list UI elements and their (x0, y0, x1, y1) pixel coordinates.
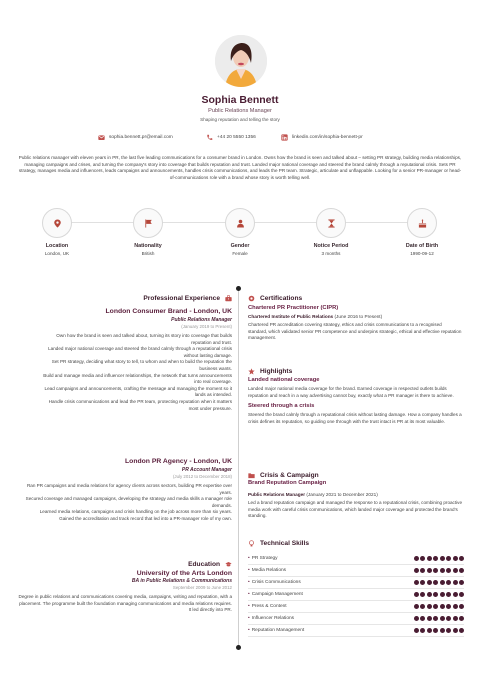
job-2-description (18, 483, 232, 523)
skill-rating-dot (453, 628, 458, 633)
skill-name-text: Crisis Communications (251, 580, 301, 585)
bullet-icon: • (248, 604, 250, 609)
skill-rating-dot (459, 604, 464, 609)
fact-location-badge (42, 208, 72, 238)
fact-notice-period (296, 208, 366, 256)
skill-rating-dot (414, 628, 419, 633)
skill-rating-dot (414, 556, 419, 561)
job-2-line: Ran PR campaigns and media relations for agency clients across sectors, building PR expertise over years. (26, 483, 232, 495)
tagline: Shaping reputation and telling the story (200, 117, 280, 122)
skill-rating-dot (414, 604, 419, 609)
skill-name (248, 568, 286, 573)
education-school: University of the Arts London (136, 570, 232, 577)
job-2-line: Secured coverage and managed campaigns, developing the strategy and media skills a manager role demands. (25, 496, 232, 508)
fact-nationality-badge (133, 208, 163, 238)
highlights-heading-text: Highlights (260, 368, 293, 375)
contact-email[interactable] (98, 134, 173, 141)
bullet-icon: • (248, 580, 250, 585)
certifications-heading-text: Certifications (260, 295, 303, 302)
certification-issuer (248, 314, 462, 319)
fact-location-label: Location (45, 243, 69, 249)
skill-row (248, 553, 464, 565)
highlight-1-text: Landed major national media coverage for the brand. Earned coverage in respected outlets builds reputation and reach in a way advertising cannot buy, exactly what a PR manager is there to achieve. (248, 386, 454, 398)
graduation-cap-icon (225, 561, 232, 568)
education-heading-text: Education (188, 561, 220, 568)
skill-rating (414, 568, 465, 573)
fact-dob-label: Date of Birth (405, 243, 439, 249)
skill-rating-dot (459, 592, 464, 597)
highlight-1-title: Landed national coverage (248, 377, 320, 383)
fact-notice-label: Notice Period (313, 243, 349, 249)
certification-dates: (June 2016 to Present) (334, 314, 383, 319)
fact-date-of-birth (387, 208, 457, 256)
job-1-line: Landed major national coverage and steered the brand calmly through a reputational crisis without lasting damage. (48, 346, 232, 358)
skill-rating-dot (433, 592, 438, 597)
fact-dob-value: 1990-09-12 (410, 251, 434, 256)
skill-name-text: Reputation Management (251, 628, 305, 633)
experience-section (18, 295, 232, 302)
skill-rating-dot (433, 604, 438, 609)
skill-rating-dot (427, 628, 432, 633)
cake-icon (418, 219, 427, 228)
campaign-role: Public Relations Manager (248, 492, 306, 497)
fact-nationality (113, 208, 183, 256)
skill-rating (414, 604, 465, 609)
person-icon (236, 219, 245, 228)
skill-rating-dot (420, 556, 425, 561)
flag-icon (144, 219, 153, 228)
skills-heading-text: Technical Skills (260, 540, 309, 547)
skill-rating-dot (427, 604, 432, 609)
skill-rating-dot (433, 628, 438, 633)
job-1-role: Public Relations Manager (171, 317, 232, 323)
skill-rating-dot (433, 556, 438, 561)
campaign-title: Brand Reputation Campaign (248, 480, 327, 486)
skill-rating-dot (459, 580, 464, 585)
skill-rating-dot (427, 616, 432, 621)
skill-rating (414, 592, 465, 597)
campaign-heading-text: Crisis & Campaign (260, 472, 319, 479)
campaign-role-line (248, 492, 462, 497)
timeline-dot-top (236, 286, 241, 291)
location-icon (53, 219, 62, 228)
hourglass-icon (327, 219, 336, 228)
contact-phone-text: +44 20 5550 1356 (217, 135, 256, 140)
skill-rating-dot (420, 568, 425, 573)
job-1-description (18, 333, 232, 412)
skill-rating-dot (420, 604, 425, 609)
experience-heading (18, 295, 232, 302)
education-degree: BA in Public Relations & Communications (131, 578, 232, 584)
skill-rating-dot (440, 568, 445, 573)
job-title: Public Relations Manager (208, 108, 272, 114)
skill-rating-dot (427, 568, 432, 573)
skill-rating-dot (420, 628, 425, 633)
education-description: Degree in public relations and communications covering media, campaigns, writing and reputation, with a placement. The programme built the foundation managing communications and media relations requires. It led directly into PR. (18, 594, 232, 613)
skill-row (248, 577, 464, 589)
fact-dob-badge (407, 208, 437, 238)
job-1-line: Lead campaigns and announcements, crafting the message and managing the moment so it lands as intended. (44, 385, 232, 398)
job-2-line: Learned media relations, campaigns and crisis handling on the job across more than six years. (39, 509, 232, 515)
skill-rating (414, 616, 465, 621)
skill-rating-dot (453, 568, 458, 573)
skill-row (248, 589, 464, 601)
campaign-heading (248, 472, 462, 479)
skill-rating-dot (446, 628, 451, 633)
education-heading (18, 561, 232, 568)
lightbulb-icon (248, 540, 255, 547)
star-icon (248, 368, 255, 375)
skill-row (248, 601, 464, 613)
job-1-line: Own how the brand is seen and talked about, turning its story into coverage that builds reputation and trust. (56, 333, 232, 345)
job-2-role: PR Account Manager (181, 467, 232, 473)
fact-nationality-value: British (141, 251, 155, 256)
skill-rating (414, 628, 465, 633)
skill-rating-dot (433, 616, 438, 621)
skill-rating-dot (433, 580, 438, 585)
candidate-name: Sophia Bennett (201, 94, 279, 106)
job-2-company: London PR Agency - London, UK (125, 458, 232, 465)
skill-rating-dot (453, 604, 458, 609)
fact-gender-value: Female (232, 251, 248, 256)
bullet-icon: • (248, 628, 250, 633)
bullet-icon: • (248, 616, 250, 621)
contact-linkedin-text: linkedin.com/in/sophia-bennett-pr (292, 135, 363, 140)
job-1 (18, 308, 232, 412)
skill-rating-dot (453, 556, 458, 561)
job-2-dates: (July 2012 to December 2018) (172, 474, 232, 479)
folder-icon (248, 472, 255, 479)
education-section (18, 561, 232, 614)
skill-rating-dot (440, 580, 445, 585)
contact-linkedin[interactable] (281, 134, 363, 141)
job-1-line: Build and manage media and influencer relationships, the network that turns announcements into real coverage. (43, 372, 232, 385)
highlights-heading (248, 368, 462, 375)
avatar (215, 35, 267, 87)
skill-name (248, 556, 278, 561)
skill-rating-dot (440, 628, 445, 633)
certification-title: Chartered PR Practitioner (CIPR) (248, 305, 339, 311)
skill-rating-dot (446, 604, 451, 609)
certifications-heading (248, 295, 462, 302)
personal-facts (0, 208, 480, 268)
job-1-company: London Consumer Brand - London, UK (105, 308, 232, 315)
job-2-line: Gained the accreditation and track record that led into a PR-manager role of my own. (59, 515, 232, 521)
experience-heading-text: Professional Experience (143, 295, 220, 302)
campaign-section (248, 472, 462, 520)
email-icon (98, 134, 105, 141)
skills-heading-wrap (248, 540, 462, 547)
skill-rating-dot (459, 568, 464, 573)
skill-rating-dot (459, 556, 464, 561)
skill-rating-dot (420, 580, 425, 585)
skill-rating-dot (440, 592, 445, 597)
skill-name-text: Media Relations (251, 568, 287, 573)
certification-org: Chartered Institute of Public Relations (248, 314, 334, 319)
campaign-description: Led a brand reputation campaign and managed the response to a reputational crisis, combining proactive media work with careful crisis communications, which landed major coverage and protected the brand's standing. (248, 500, 462, 519)
fact-gender (205, 208, 275, 256)
briefcase-icon (225, 295, 232, 302)
skill-rating (414, 556, 465, 561)
bullet-icon: • (248, 568, 250, 573)
skill-rating-dot (427, 580, 432, 585)
skill-name (248, 580, 301, 585)
skill-rating-dot (414, 568, 419, 573)
skill-rating-dot (414, 616, 419, 621)
education-dates: September 2009 to June 2012 (172, 585, 232, 590)
fact-location-value: London, UK (44, 251, 70, 256)
skill-rating-dot (414, 580, 419, 585)
skill-name-text: Campaign Management (251, 592, 303, 597)
job-2 (18, 458, 232, 523)
skill-rating-dot (446, 556, 451, 561)
skill-rating-dot (433, 568, 438, 573)
contact-phone[interactable] (206, 134, 256, 141)
contact-email-text: sophia.bennett.pr@email.com (109, 135, 173, 140)
highlight-2-text: Steered the brand calmly through a reputational crisis without lasting damage. How a company handles a crisis defines its reputation, so guiding one through with the trust intact is PR at its most valuable. (248, 412, 462, 424)
timeline-dot-bottom (236, 645, 241, 650)
skill-rating-dot (446, 580, 451, 585)
timeline-line (238, 288, 239, 648)
certifications-section (248, 295, 462, 342)
skill-name (248, 604, 287, 609)
job-1-line: Set PR strategy, deciding what story to tell, to whom and when to build the reputation the business wants. (51, 359, 232, 371)
campaign-dates: (January 2021 to December 2021) (306, 492, 378, 497)
fact-location (22, 208, 92, 256)
skill-name-text: Influencer Relations (251, 616, 295, 621)
fact-gender-label: Gender (230, 243, 250, 249)
skill-rating-dot (446, 568, 451, 573)
skill-rating-dot (427, 592, 432, 597)
skill-name-text: Press & Content (251, 604, 287, 609)
linkedin-icon (281, 134, 288, 141)
certificate-icon (248, 295, 255, 302)
skill-rating-dot (453, 592, 458, 597)
fact-notice-value: 3 months (321, 251, 341, 256)
skill-rating-dot (427, 556, 432, 561)
skill-rating (414, 580, 465, 585)
skill-name (248, 616, 294, 621)
skill-rating-dot (459, 628, 464, 633)
phone-icon (206, 134, 213, 141)
job-1-line: Handle crisis communications and lead the PR team, protecting reputation when it matters most under pressure. (48, 398, 232, 411)
certification-description: Chartered PR accreditation covering strategy, ethics and crisis communications to a recognised standard, which validated senior PR competence and underpins strategic, ethical and effective reputation management. (248, 322, 462, 341)
skill-row (248, 625, 464, 637)
bullet-icon: • (248, 592, 250, 597)
skill-rating-dot (420, 592, 425, 597)
profile-photo (215, 35, 267, 87)
fact-gender-badge (225, 208, 255, 238)
skill-rating-dot (440, 616, 445, 621)
highlight-2-title: Steered through a crisis (248, 403, 315, 410)
skill-rating-dot (459, 616, 464, 621)
skill-rating-dot (453, 580, 458, 585)
bullet-icon: • (248, 556, 250, 561)
skill-row (248, 613, 464, 625)
skill-row (248, 565, 464, 577)
skills-list (248, 553, 464, 637)
skill-rating-dot (446, 592, 451, 597)
skill-rating-dot (414, 592, 419, 597)
skill-rating-dot (446, 616, 451, 621)
skill-rating-dot (453, 616, 458, 621)
skills-heading (248, 540, 462, 547)
skill-rating-dot (440, 604, 445, 609)
skill-rating-dot (440, 556, 445, 561)
skill-rating-dot (420, 616, 425, 621)
job-1-dates: (January 2019 to Present) (181, 324, 232, 329)
professional-summary: Public relations manager with eleven years in PR, the last five leading communications for a consumer brand in London. Owns how the brand is seen and talked about – setting PR strategy, building media relationships, managing campaigns and crises, and turning the company's story into coverage that builds reputation and trust. Landed major national coverage and steered the brand calmly through a reputational crisis. Sets PR strategy, manages media and influencers, leads campaigns and announcements, handles crisis communications, and leads the PR team. Strategic, articulate and unflappable. Looking for a senior PR-manager or head-of-communications role with a brand whose story is worth telling well. (18, 155, 462, 180)
fact-nationality-label: Nationality (134, 243, 162, 249)
skill-name (248, 592, 303, 597)
skill-name (248, 628, 304, 633)
skill-name-text: PR Strategy (251, 556, 278, 561)
highlights-section (248, 368, 462, 425)
fact-notice-badge (316, 208, 346, 238)
